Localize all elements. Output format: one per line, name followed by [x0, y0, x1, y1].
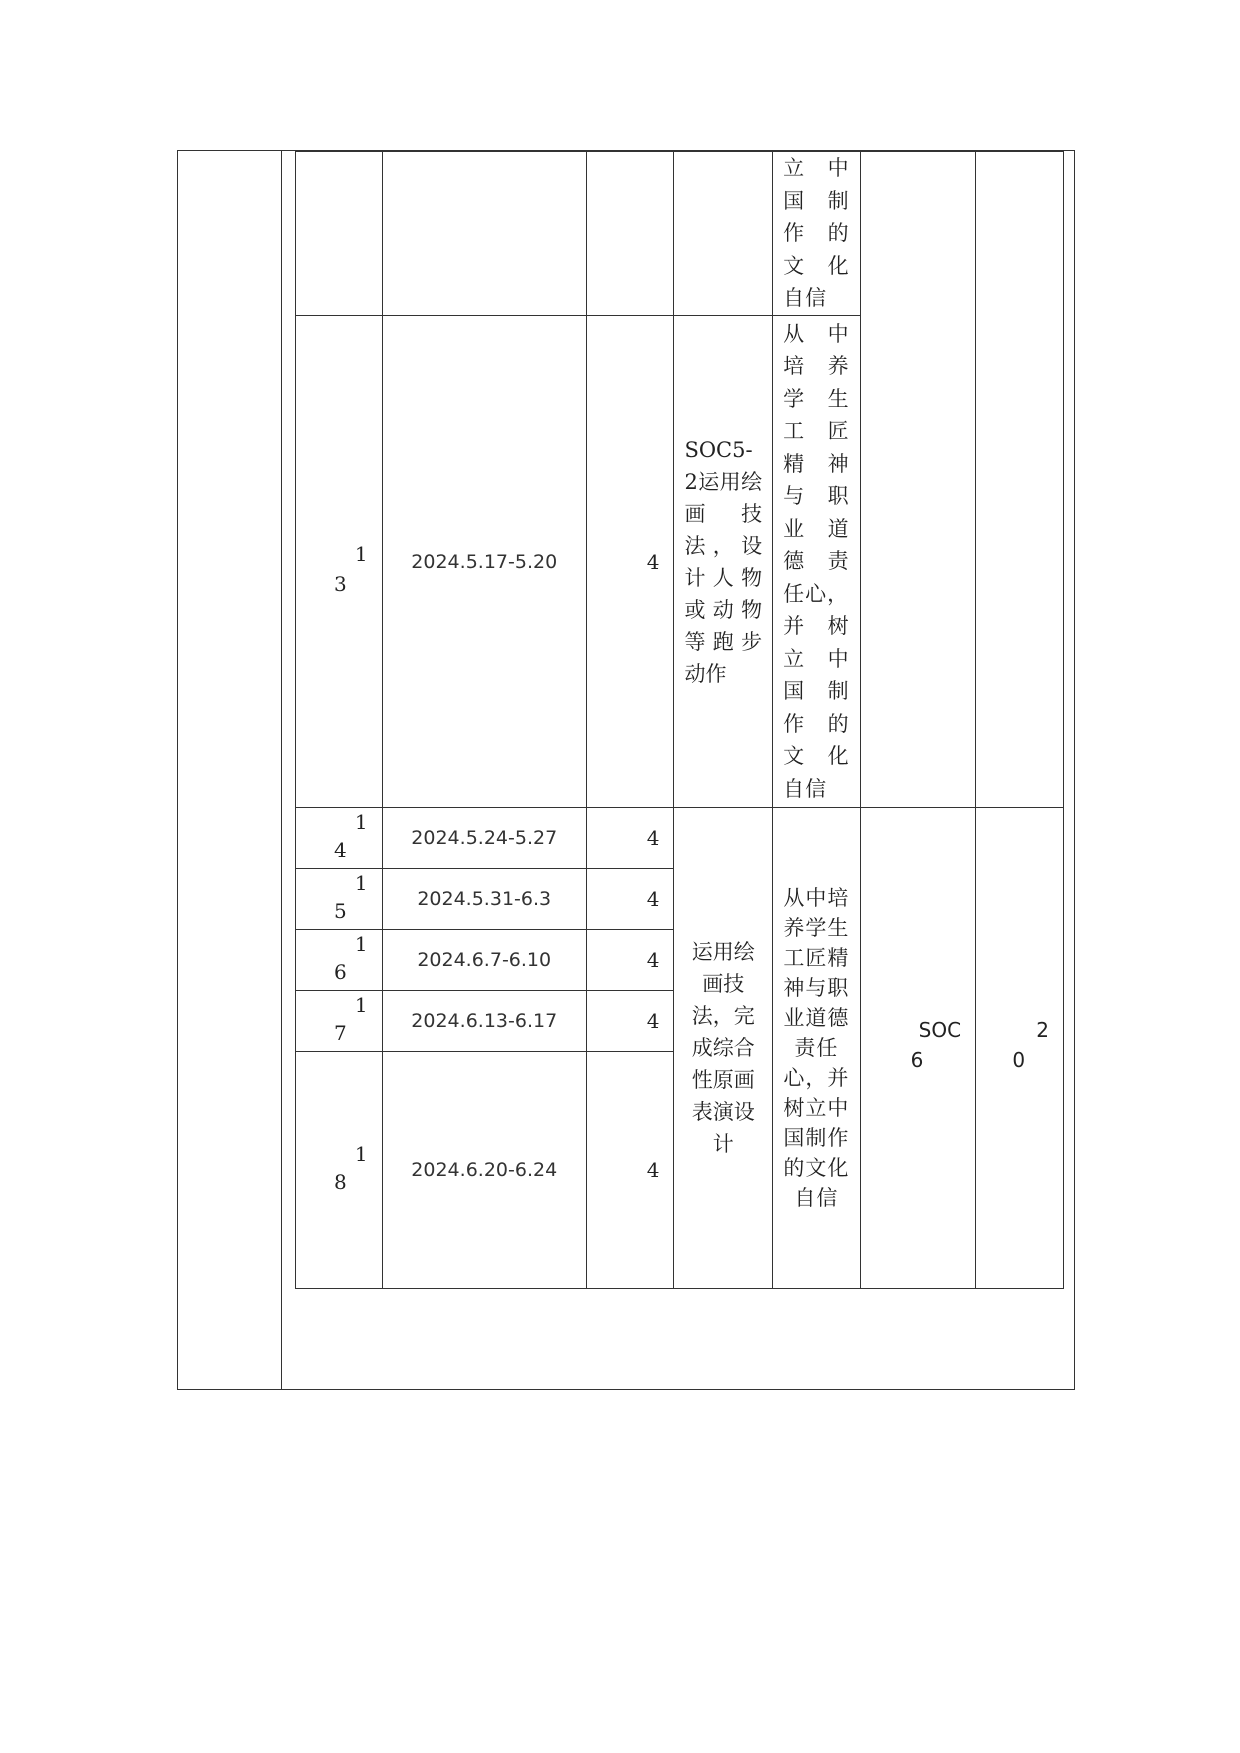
week-number-part: 1: [354, 1142, 368, 1166]
ideology-line: 作 的: [783, 221, 850, 245]
week-number-part: 1: [354, 542, 368, 566]
ideology-cell: [773, 316, 861, 808]
hours-cell: 4: [586, 808, 674, 869]
week-number-part: 7: [334, 1021, 347, 1045]
ideology-line: 立 中: [783, 646, 850, 671]
group-content-cell: 运用绘画技法，完成综合性原画表演设计: [674, 808, 773, 1289]
week-number-part: 1: [354, 871, 368, 895]
schedule-table: [295, 151, 1064, 1289]
ideology-line: 文 化: [783, 253, 850, 278]
hours-cell: 4: [586, 316, 674, 808]
goal-code-part: SOC: [918, 1018, 962, 1042]
ideology-line: 从 中: [783, 321, 850, 346]
hours-cell: [586, 152, 674, 316]
goal-code-part: 6: [910, 1048, 924, 1072]
ideology-cell: [773, 152, 861, 316]
hours-cell: 4: [586, 1052, 674, 1289]
ideology-line: 精 神: [783, 451, 850, 476]
hours-cell: 4: [586, 991, 674, 1052]
date-cell: 2024.5.17-5.20: [382, 316, 586, 808]
week-cell: [296, 869, 383, 930]
ideology-line: 自信: [783, 776, 828, 801]
date-cell: 2024.5.31-6.3: [382, 869, 586, 930]
group-score-cell: [976, 808, 1064, 1289]
ideology-line: 作 的: [783, 711, 850, 736]
table-row: [296, 808, 1064, 869]
score-part: 2: [1036, 1018, 1049, 1042]
ideology-line: 学 生: [783, 386, 850, 411]
week-cell: [296, 808, 383, 869]
ideology-line: 德 责: [783, 549, 850, 574]
week-cell: [296, 1052, 383, 1289]
outer-column-divider: [281, 151, 282, 1389]
week-number-part: 8: [334, 1170, 347, 1194]
hours-cell: 4: [586, 930, 674, 991]
table-row: [296, 152, 1064, 316]
date-cell: 2024.6.20-6.24: [382, 1052, 586, 1289]
week-number-part: 1: [354, 810, 368, 834]
ideology-line: 立 中: [783, 156, 850, 180]
week-cell: [296, 152, 383, 316]
week-number-part: 4: [334, 838, 347, 862]
ideology-line: 国 制: [783, 679, 850, 704]
date-cell: [382, 152, 586, 316]
week-cell: [296, 316, 383, 808]
ideology-line: 任心，: [783, 581, 850, 606]
ideology-line: 与 职: [783, 484, 850, 509]
score-part: 0: [1012, 1048, 1026, 1072]
week-number-part: 1: [354, 932, 368, 956]
ideology-line: 并 树: [783, 614, 850, 639]
content-cell: [674, 152, 773, 316]
week-number-part: 1: [354, 993, 368, 1017]
ideology-line: 自信: [783, 286, 828, 310]
date-cell: 2024.6.7-6.10: [382, 930, 586, 991]
content-cell: SOC5-2运用绘画技法，设计人物或动物等跑步动作: [674, 316, 773, 808]
ideology-line: 文 化: [783, 744, 850, 769]
score-cell: [976, 152, 1064, 808]
week-cell: [296, 930, 383, 991]
group-goal-cell: [860, 808, 976, 1289]
ideology-line: 国 制: [783, 188, 850, 213]
week-number-part: 5: [334, 899, 347, 923]
week-number-part: 3: [334, 572, 347, 596]
ideology-line: 工 匠: [783, 419, 850, 444]
week-cell: [296, 991, 383, 1052]
ideology-line: 业 道: [783, 516, 850, 541]
ideology-line: 培 养: [783, 354, 850, 379]
group-ideology-cell: 从中培养学生工匠精神与职业道德责任心，并树立中国制作的文化自信: [773, 808, 861, 1289]
date-cell: 2024.5.24-5.27: [382, 808, 586, 869]
date-cell: 2024.6.13-6.17: [382, 991, 586, 1052]
hours-cell: 4: [586, 869, 674, 930]
goal-cell: [860, 152, 976, 808]
week-number-part: 6: [334, 960, 347, 984]
